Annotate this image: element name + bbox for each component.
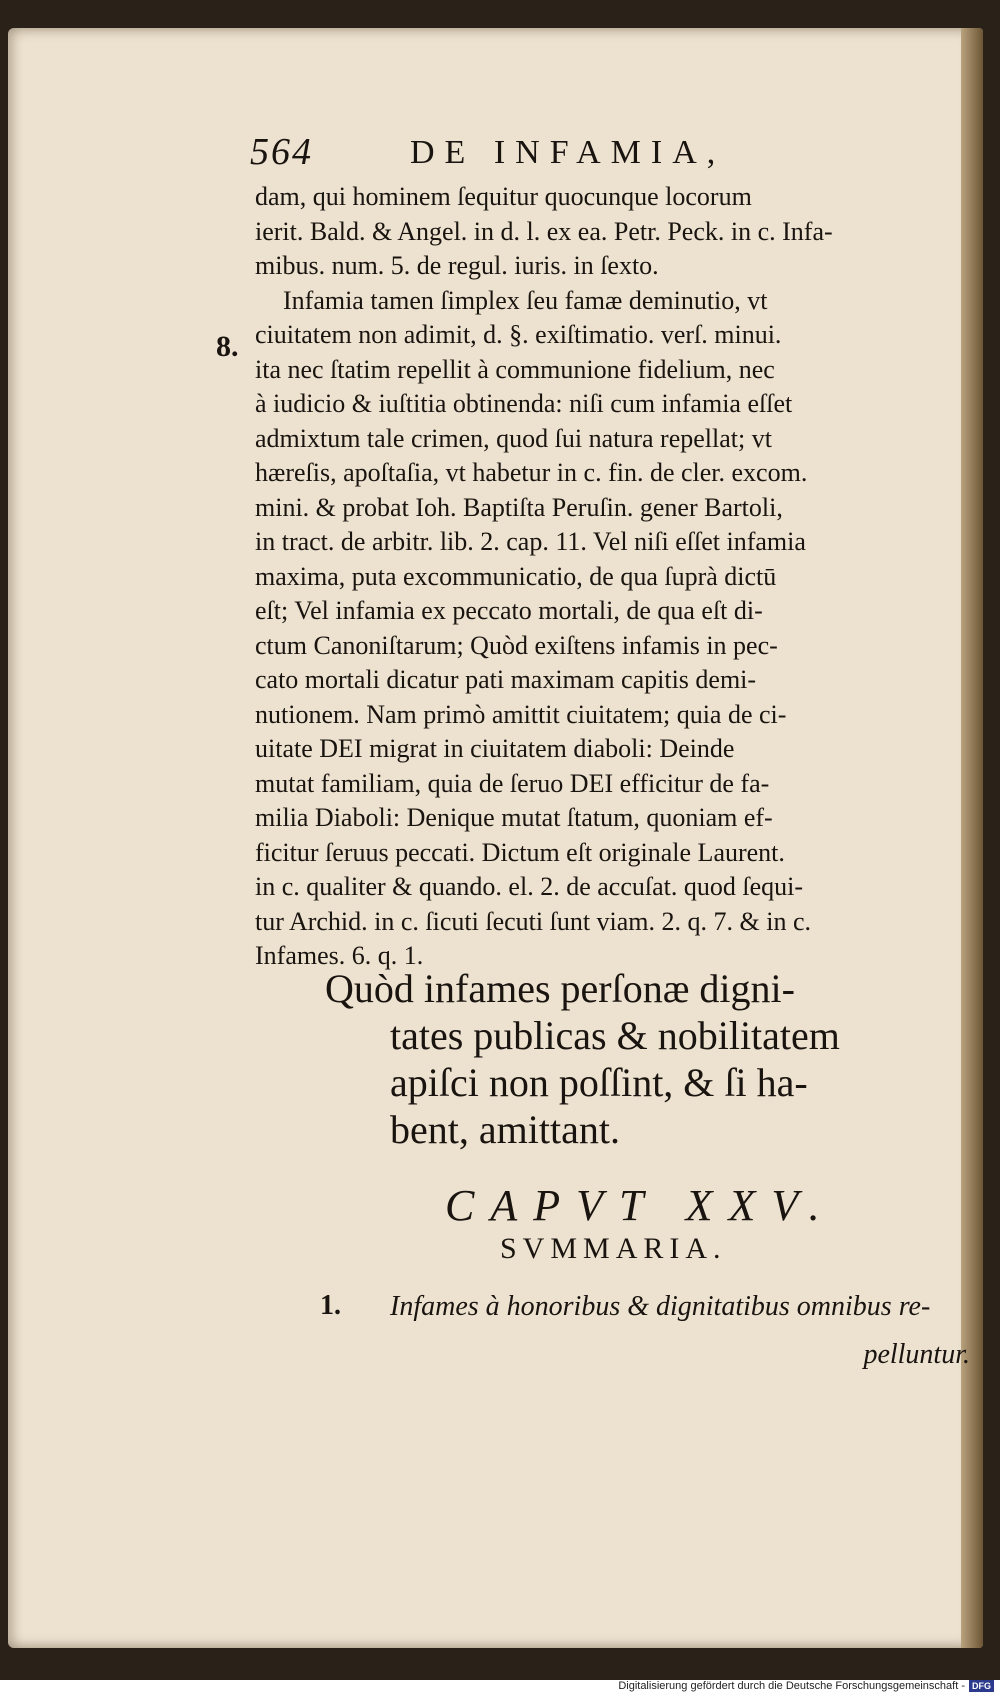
- text-line: ita nec ſtatim repellit à communione fidelium, nec: [255, 354, 775, 384]
- text-line: ierit. Bald. & Angel. in d. l. ex ea. Petr. Peck. in c. Infa-: [255, 216, 833, 246]
- chapter-number: CAPVT XXV.: [445, 1181, 836, 1230]
- text-line: mutat familiam, quia de ſeruo DEI efficitur de fa-: [255, 768, 770, 798]
- text-line: nutionem. Nam primò amittit ciuitatem; quia de ci-: [255, 699, 787, 729]
- page-number: 564: [250, 131, 313, 173]
- margin-note-number: 8.: [216, 330, 239, 363]
- dfg-logo: DFG: [969, 1680, 994, 1692]
- text-line: maxima, puta excommunicatio, de qua ſuprà dictū: [255, 561, 777, 591]
- text-line: mibus. num. 5. de regul. iuris. in ſexto.: [255, 251, 659, 280]
- text-line: milia Diaboli: Denique mutat ſtatum, quoniam ef-: [255, 803, 773, 832]
- text-line: à iudicio & iuſtitia obtinenda: niſi cum infamia eſſet: [255, 389, 793, 418]
- text-line: ctum Canoniſtarum; Quòd exiſtens infamis in pec-: [255, 630, 778, 660]
- footer-text: Digitalisierung gefördert durch die Deutsche Forschungsgemeinschaft -: [618, 1680, 965, 1692]
- body-text: [255, 180, 945, 974]
- text-line: dam, qui hominem ſequitur quocunque locorum: [255, 182, 752, 211]
- page-header: [250, 130, 810, 178]
- text-line: ficitur ſeruus peccati. Dictum eſt originale Laurent.: [255, 837, 785, 867]
- summary-item: [390, 1283, 970, 1379]
- text-line: in c. qualiter & quando. el. 2. de accuſat. quod ſequi-: [255, 872, 803, 901]
- text-line: mini. & probat Ioh. Baptiſta Peruſin. gener Bartoli,: [255, 492, 783, 522]
- text-line: Infames. 6. q. 1.: [255, 941, 424, 970]
- text-line: tur Archid. in c. ſicuti ſecuti ſunt viam. 2. q. 7. & in c.: [255, 906, 812, 936]
- summary-line: Infames à honoribus & dignitatibus omnibus re-: [390, 1291, 931, 1322]
- text-line: Infamia tamen ſimplex ſeu famæ deminutio, vt: [283, 285, 768, 315]
- chapter-title-line: bent, amittant.: [390, 1107, 620, 1152]
- chapter-title-line: Quòd infames perſonæ digni-: [325, 966, 795, 1011]
- text-line: ciuitatem non adimit, d. §. exiſtimatio. verſ. minui.: [255, 320, 782, 349]
- text-line: admixtum tale crimen, quod ſui natura repellat; vt: [255, 423, 772, 453]
- page-spine-edge: [961, 28, 983, 1648]
- chapter-title-line: apiſci non poſſint, & ſi ha-: [390, 1060, 808, 1105]
- summary-line: pelluntur.: [863, 1339, 970, 1370]
- digitization-footer: [0, 1680, 1000, 1695]
- text-line: hæreſis, apoſtaſia, vt habetur in c. fin. de cler. excom.: [255, 458, 808, 487]
- chapter-title-line: tates publicas & nobilitatem: [390, 1013, 840, 1058]
- summaria-heading: SVMMARIA.: [500, 1232, 727, 1265]
- summary-item-number: 1.: [320, 1290, 341, 1321]
- running-title: DE INFAMIA,: [410, 134, 726, 171]
- text-line: eſt; Vel infamia ex peccato mortali, de qua eſt di-: [255, 596, 763, 625]
- chapter-title: [325, 965, 945, 1153]
- text-line: cato mortali dicatur pati maximam capitis demi-: [255, 665, 757, 694]
- text-line: in tract. de arbitr. lib. 2. cap. 11. Vel niſi eſſet infamia: [255, 527, 806, 556]
- text-line: uitate DEI migrat in ciuitatem diaboli: Deinde: [255, 734, 735, 763]
